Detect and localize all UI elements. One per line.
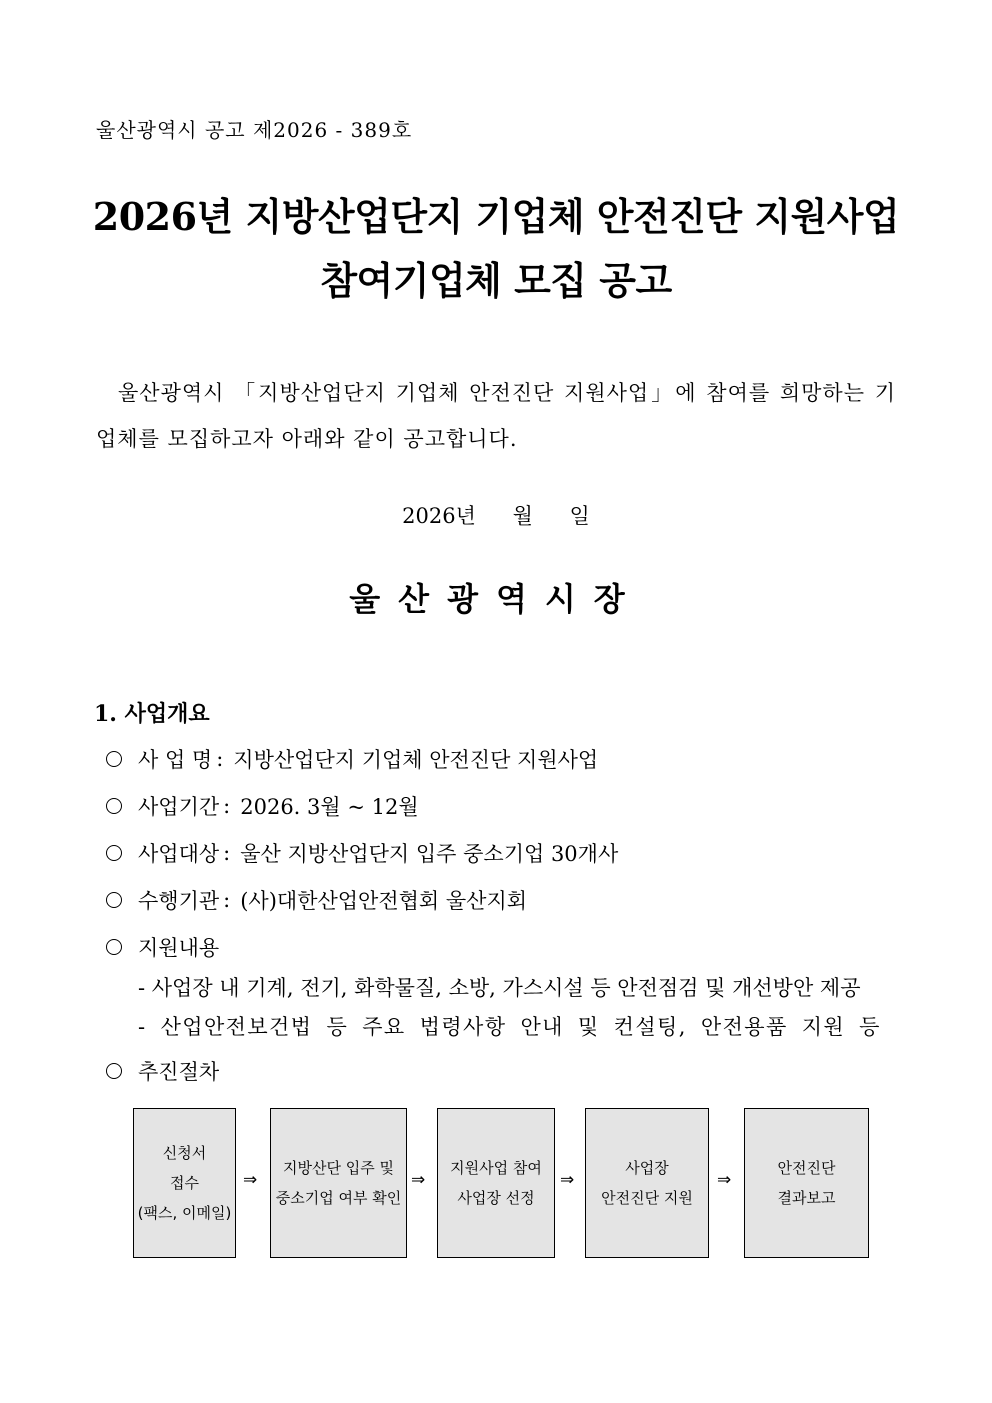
arrow-right-icon: ⇒ xyxy=(560,1170,575,1190)
date-year: 2026년 xyxy=(402,504,476,528)
arrow-right-icon: ⇒ xyxy=(243,1170,258,1190)
overview-item-procedure xyxy=(106,1056,219,1086)
circle-bullet-icon xyxy=(106,798,122,814)
circle-bullet-icon xyxy=(106,1063,122,1079)
circle-bullet-icon xyxy=(106,845,122,861)
section-title: 1. 사업개요 xyxy=(94,701,210,727)
date-day: 일 xyxy=(569,504,590,528)
overview-item-target: 사업대상 : 울산 지방산업단지 입주 중소기업 30개사 xyxy=(106,838,618,868)
arrow-right-icon: ⇒ xyxy=(717,1170,732,1190)
date-month: 월 xyxy=(512,504,533,528)
overview-item-support xyxy=(106,932,219,962)
overview-item-period: 사업기간 : 2026. 3월 ~ 12월 xyxy=(106,791,419,821)
item-label: 추진절차 xyxy=(138,1060,220,1084)
item-label: 사 업 명 xyxy=(138,748,213,772)
overview-item-agency: 수행기관 : (사)대한산업안전협회 울산지회 xyxy=(106,885,527,915)
item-label: 사업기간 xyxy=(138,795,220,819)
circle-bullet-icon xyxy=(106,939,122,955)
item-value: (사)대한산업안전협회 울산지회 xyxy=(240,889,528,913)
document-title-line2: 참여기업체 모집 공고 xyxy=(320,258,672,303)
procedure-step-3: 지원사업 참여 사업장 선정 xyxy=(437,1108,555,1258)
overview-item-project-name: 사 업 명 : 지방산업단지 기업체 안전진단 지원사업 xyxy=(106,744,598,774)
item-value: 울산 지방산업단지 입주 중소기업 30개사 xyxy=(240,842,619,866)
procedure-step-5: 안전진단 결과보고 xyxy=(744,1108,869,1258)
support-detail-1: - 사업장 내 기계, 전기, 화학물질, 소방, 가스시설 등 안전점검 및 개선방안 제공 xyxy=(138,976,861,1000)
circle-bullet-icon xyxy=(106,892,122,908)
item-value: 2026. 3월 ~ 12월 xyxy=(240,795,419,819)
item-value: 지방산업단지 기업체 안전진단 지원사업 xyxy=(233,748,599,772)
circle-bullet-icon xyxy=(106,751,122,767)
notice-number: 울산광역시 공고 제2026 - 389호 xyxy=(96,118,413,142)
support-detail-2: - 산업안전보건법 등 주요 법령사항 안내 및 컨설팅, 안전용품 지원 등 xyxy=(138,1015,881,1039)
document-title-line1: 2026년 지방산업단지 기업체 안전진단 지원사업 xyxy=(92,194,900,239)
arrow-right-icon: ⇒ xyxy=(411,1170,426,1190)
announcement-date xyxy=(0,500,992,530)
item-label: 지원내용 xyxy=(138,936,220,960)
item-label: 수행기관 xyxy=(138,889,220,913)
item-label: 사업대상 xyxy=(138,842,220,866)
procedure-step-1: 신청서 접수 (팩스, 이메일) xyxy=(133,1108,236,1258)
procedure-step-2: 지방산단 입주 및 중소기업 여부 확인 xyxy=(270,1108,407,1258)
intro-paragraph: 울산광역시 「지방산업단지 기업체 안전진단 지원사업」에 참여를 희망하는 기업체를 모집하고자 아래와 같이 공고합니다. xyxy=(96,381,896,451)
procedure-step-4: 사업장 안전진단 지원 xyxy=(585,1108,709,1258)
issuer-mayor: 울산광역시장 xyxy=(349,580,643,618)
